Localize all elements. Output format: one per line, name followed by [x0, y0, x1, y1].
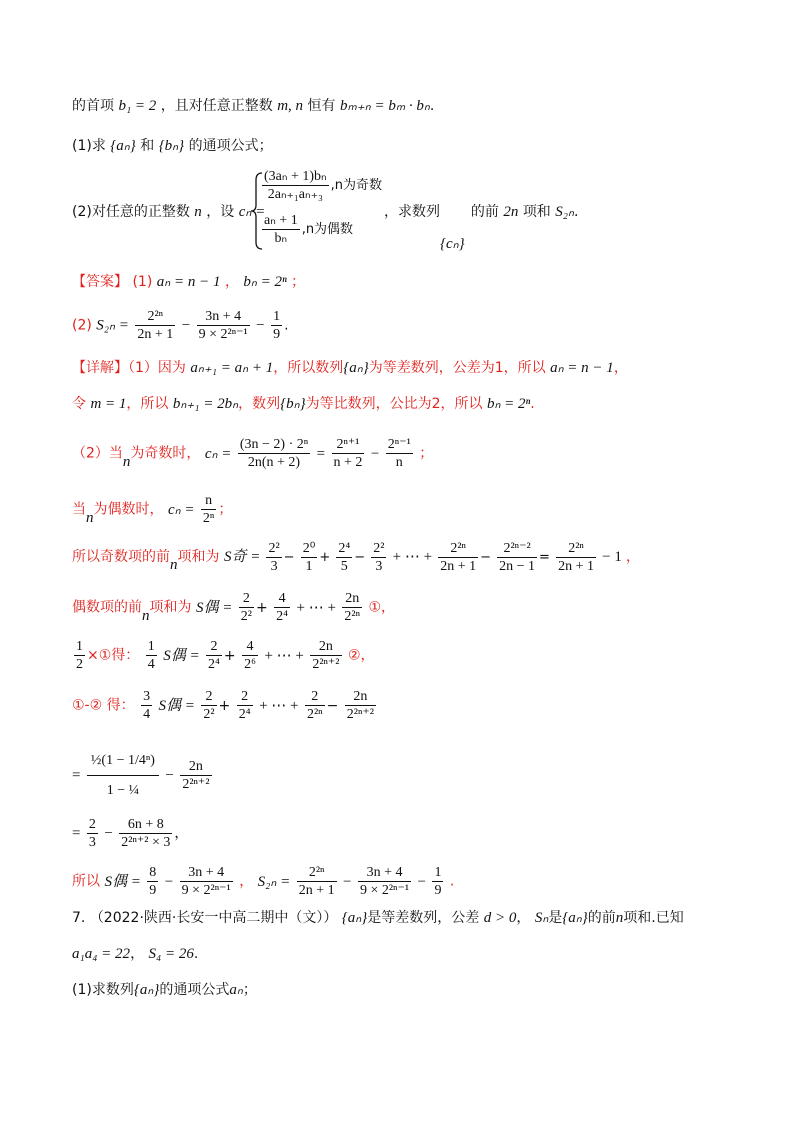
fraction: [201, 492, 216, 527]
text: (1)求: [72, 138, 106, 154]
math: S₄ = 26: [148, 946, 194, 962]
text: 项和.已知: [623, 910, 684, 926]
text: 的首项: [72, 98, 114, 114]
math: −: [343, 873, 352, 890]
fraction: [238, 436, 310, 471]
text: ×①得：: [87, 647, 140, 664]
math: a₁a₄ = 22: [72, 946, 131, 962]
text: 是等差数列，公差: [367, 910, 480, 926]
numerator: 3: [143, 689, 151, 704]
text: （1）因为: [128, 360, 186, 376]
math: S偶 =: [163, 647, 200, 664]
denominator: 2²: [203, 707, 215, 722]
numerator: 2n: [342, 590, 362, 608]
denominator: 2n + 1: [298, 883, 335, 898]
detail-line-1: [72, 358, 628, 378]
math: =: [316, 445, 326, 462]
denominator: 1: [305, 559, 313, 574]
denominator: 2n − 1: [499, 559, 536, 574]
prev-problem-q2-seq: [440, 234, 465, 254]
text: 的通项公式；: [188, 138, 273, 154]
math: −: [370, 445, 380, 462]
math: S偶 =: [104, 873, 141, 890]
piecewise-case-odd: [260, 168, 382, 203]
text: .: [530, 396, 535, 412]
math: −: [256, 317, 265, 334]
math: n: [122, 453, 131, 470]
answer-part2: [72, 308, 289, 343]
math: − 1: [602, 549, 622, 565]
denominator: 2n + 1: [558, 559, 594, 574]
fraction: [358, 864, 411, 899]
text: 的前: [587, 910, 616, 926]
numerator: 1: [147, 639, 155, 654]
numerator: 2²ⁿ: [135, 308, 175, 326]
math: {aₙ}: [343, 360, 369, 376]
denominator: 2²ⁿ⁺²: [182, 777, 210, 792]
math: {aₙ}: [133, 982, 160, 998]
text: 所以奇数项的前: [72, 549, 170, 565]
denominator: 9: [149, 883, 157, 898]
text: ，求数列: [384, 204, 440, 220]
math: aₙ: [229, 982, 243, 998]
math: + ⋯ +: [264, 647, 304, 664]
fraction: [141, 688, 152, 723]
numerator: 2n: [345, 688, 376, 706]
math: + ⋯ +: [296, 599, 336, 616]
math: Sₙ: [534, 910, 549, 926]
math: =: [72, 825, 81, 842]
math: {aₙ}: [341, 910, 368, 926]
fraction: [206, 638, 222, 673]
math: {bₙ}: [280, 396, 306, 412]
text: .: [284, 317, 289, 334]
equation-mark: ②: [347, 647, 361, 664]
denominator: 9 × 2²ⁿ⁻¹: [359, 883, 410, 898]
fraction: [432, 864, 443, 899]
math: S₂ₙ =: [96, 317, 129, 334]
numerator: 2ⁿ⁻¹: [387, 437, 411, 452]
math: S偶 =: [158, 697, 195, 714]
fraction: [237, 688, 253, 723]
denominator: 9 × 2²ⁿ⁻¹: [198, 327, 248, 342]
denominator: 2⁴: [238, 707, 251, 722]
fraction: [180, 758, 211, 793]
math: n: [170, 557, 178, 573]
math: 2n: [503, 204, 519, 220]
next-problem-q1: [72, 980, 257, 1000]
numerator: n: [201, 492, 216, 510]
fraction: [197, 308, 250, 343]
text: 令: [72, 396, 86, 412]
math: aₙ = n − 1: [156, 274, 221, 290]
math: {cₙ}: [440, 236, 465, 252]
fraction: [135, 308, 175, 343]
denominator: 2²ⁿ: [306, 707, 323, 722]
fraction: [239, 590, 254, 625]
denominator: 3: [88, 835, 96, 850]
text: 为等差数列，公差为1，所以: [368, 360, 546, 376]
fraction: [201, 688, 216, 723]
fraction: [274, 590, 290, 625]
denominator: 2⁴: [208, 657, 220, 672]
denominator: 4: [143, 707, 151, 722]
math: {bₙ}: [158, 138, 185, 154]
detail-label: 【详解】: [72, 360, 128, 376]
math: =: [72, 767, 81, 784]
prev-problem-q2: [72, 202, 265, 222]
text: 项和为: [149, 599, 192, 616]
text: ，: [613, 360, 628, 376]
text: 恒有: [307, 98, 336, 114]
fraction: [119, 816, 172, 851]
denominator: 2aₙ₊₁aₙ₊₃: [267, 187, 323, 202]
fraction: [336, 540, 352, 575]
denominator: 2n + 1: [440, 559, 477, 574]
text: ，所以数列: [273, 360, 344, 376]
next-problem-line-2: [72, 944, 198, 964]
text: (1)求数列: [72, 982, 134, 998]
numerator: 1: [273, 309, 281, 324]
text: ，: [360, 647, 375, 664]
math: bₙ₊₁ = 2bₙ: [172, 396, 239, 412]
fraction: [242, 638, 258, 673]
prev-problem-intro: 的首项 b₁ = 2 ，且对任意正整数 m, n 恒有 bₘ₊ₙ = bₘ · bₙ.: [72, 98, 435, 114]
denominator: 2n + 1: [137, 327, 174, 342]
text: ；: [242, 982, 257, 998]
text: .: [573, 204, 579, 220]
denominator: 2²ⁿ⁺²: [312, 657, 340, 672]
denominator: 1 − ¼: [106, 783, 140, 798]
math: cₙ =: [167, 501, 195, 518]
fraction: [438, 540, 478, 575]
prev-problem-q1: [72, 136, 273, 156]
math: aₙ₊₁ = aₙ + 1: [190, 360, 274, 376]
text: 偶数项的前: [72, 599, 142, 616]
numerator: 2⁴: [338, 541, 351, 556]
math: −: [165, 767, 174, 784]
denominator: 2⁶: [244, 657, 256, 672]
math: d > 0: [483, 910, 517, 926]
math: −: [164, 873, 174, 890]
fraction: [345, 688, 376, 723]
numerator: (3n − 2) · 2ⁿ: [239, 437, 309, 452]
numerator: 2n: [180, 758, 211, 776]
fraction: [310, 638, 341, 673]
text: （2）当: [72, 445, 123, 462]
prev-problem-q2-tail: [384, 202, 578, 222]
math: {aₙ}: [110, 138, 136, 154]
math: n: [194, 204, 202, 220]
math: m = 1: [90, 396, 127, 412]
detail-line-5: 所以奇数项的前n项和为 S奇 = $\frac{\text{2²}}{3}$ − $\frac{\text{2⁰}}{1}$ + $\frac{\text{2⁴}}{5}$ − $\frac{\text{2²}}{3}$ + ⋯ + $\frac{\text{2²ⁿ}}{2n + 1}$ − $\frac{\text{2²ⁿ⁻²}}{2n - 1}$ = $\frac{\text{2²ⁿ}}{2n + 1}$ − 1 ，: [72, 541, 640, 574]
fraction: [556, 540, 596, 575]
numerator: 3n + 4: [358, 864, 411, 882]
math: b₁ = 2: [118, 98, 157, 114]
denominator: 4: [147, 657, 155, 672]
numerator: (3aₙ + 1)bₙ: [264, 169, 327, 184]
equation-mark: ①: [368, 599, 382, 616]
denominator: 9 × 2²ⁿ⁻¹: [181, 883, 231, 898]
fraction: [342, 590, 362, 625]
denominator: bₙ: [274, 231, 288, 246]
math: bₘ₊ₙ = bₘ · bₙ: [339, 98, 430, 114]
text: 项和为: [177, 549, 220, 565]
fraction: [146, 638, 157, 673]
text: ；: [419, 445, 434, 462]
fraction: [497, 540, 537, 575]
text: 的通项公式: [159, 982, 230, 998]
numerator: 2²ⁿ⁻²: [497, 540, 537, 558]
denominator: 2²ⁿ⁺² × 3: [121, 835, 171, 850]
fraction: [301, 540, 318, 575]
text: ，且对任意正整数: [160, 98, 273, 114]
fraction: [147, 864, 158, 899]
numerator: 3n + 4: [197, 308, 250, 326]
denominator: 5: [340, 559, 348, 574]
text: ,n为偶数: [301, 222, 354, 237]
fraction: [262, 168, 329, 203]
numerator: 2: [206, 638, 222, 656]
math: bₙ = 2ⁿ: [243, 274, 287, 290]
text: 是: [548, 910, 563, 926]
text: 和: [140, 138, 155, 154]
numerator: 6n + 8: [119, 816, 172, 834]
math: n: [142, 607, 150, 624]
detail-line-4: [72, 492, 232, 527]
denominator: 2²ⁿ⁺²: [346, 707, 374, 722]
denominator: n: [395, 455, 403, 470]
text: 项和: [522, 204, 551, 220]
fraction: [266, 540, 281, 575]
math: S₂ₙ =: [257, 873, 291, 890]
denominator: 9: [434, 883, 442, 898]
denominator: 2²: [240, 609, 252, 624]
text: 所以: [72, 873, 100, 890]
fraction: [371, 540, 386, 575]
math: −: [417, 873, 426, 890]
math: bₙ = 2ⁿ: [486, 396, 531, 412]
next-problem-line-1: [72, 908, 684, 928]
text: ，: [130, 946, 145, 962]
math: + ⋯ +: [259, 697, 299, 714]
text: 的前: [470, 204, 499, 220]
numerator: 1: [434, 865, 442, 880]
detail-line-8: ①-② 得： $\frac{3}{4}$ S偶 = $\frac{2}{\text{2²}}$ + $\frac{2}{\text{2⁴}}$ + ⋯ + $\frac{2}{\text{2²ⁿ}}$ − $\frac{2n}{\text{2²ⁿ⁺²}}$: [72, 689, 374, 722]
math: S偶 =: [195, 599, 233, 616]
detail-line-11: [72, 864, 454, 899]
numerator: 2²ⁿ: [556, 540, 596, 558]
numerator: 4: [274, 590, 290, 608]
denominator: 2²ⁿ: [344, 609, 360, 624]
text: ，: [625, 549, 640, 565]
math: S奇 =: [223, 549, 261, 565]
fraction: [74, 638, 85, 673]
fraction: [386, 436, 413, 471]
numerator: ½(1 − 1/4ⁿ): [87, 746, 159, 776]
text: ，: [516, 910, 531, 926]
numerator: 2n: [310, 638, 341, 656]
text: ，所以: [126, 396, 169, 412]
problem-source: （2022·陕西·长安一中高二期中（文））: [89, 910, 338, 926]
text: 为偶数时，: [93, 501, 164, 518]
math: −: [181, 317, 191, 334]
numerator: 2: [88, 817, 96, 832]
math: cₙ =: [238, 204, 266, 220]
text: ；: [218, 501, 233, 518]
text: 为等比数列，公比为2，所以: [305, 396, 483, 412]
text: 当: [72, 501, 86, 518]
math: m, n: [277, 98, 304, 114]
detail-line-3: [72, 436, 433, 471]
math: −: [104, 825, 113, 842]
numerator: 2: [201, 688, 216, 706]
numerator: 1: [76, 639, 83, 654]
numerator: 2²: [268, 541, 280, 556]
fraction: [87, 816, 98, 851]
detail-line-7: $\frac{1}{2}$ ×①得： $\frac{1}{4}$ S偶 = $\frac{2}{\text{2⁴}}$ + $\frac{4}{\text{2⁶}}$ + ⋯ + $\frac{2n}{\text{2²ⁿ⁺²}}$ ②，: [76, 639, 375, 672]
math: + ⋯ +: [392, 549, 433, 565]
text: ，: [224, 274, 239, 290]
numerator: 2: [239, 590, 254, 608]
text: ；: [291, 274, 306, 290]
numerator: 2: [305, 688, 325, 706]
text: ，数列: [238, 396, 281, 412]
math: cₙ =: [204, 445, 232, 462]
denominator: 3: [375, 559, 383, 574]
fraction: [180, 864, 233, 899]
denominator: 2⁴: [276, 609, 289, 624]
text: 为奇数时，: [130, 445, 201, 462]
fraction: [262, 212, 300, 247]
denominator: 2: [76, 657, 83, 672]
numerator: 4: [242, 638, 258, 656]
text: ，: [381, 599, 396, 616]
detail-line-9: [72, 746, 214, 805]
fraction: [297, 864, 337, 899]
math: n: [615, 910, 624, 926]
numerator: 2²: [373, 541, 385, 556]
math: {aₙ}: [562, 910, 588, 926]
math: n: [86, 509, 94, 526]
denominator: 9: [273, 327, 281, 342]
detail-line-6: 偶数项的前n项和为 S偶 = $\frac{2}{\text{2²}}$ + $\frac{4}{\text{2⁴}}$ + ⋯ + $\frac{2n}{\text{2²ⁿ}}$ ①，: [72, 591, 396, 624]
piecewise-case-even: [260, 212, 353, 247]
fraction: [305, 688, 325, 723]
text: (2)对任意的正整数: [72, 204, 190, 220]
numerator: 2²ⁿ: [297, 864, 337, 882]
text: ①-② 得：: [72, 697, 135, 714]
text: ，设: [206, 204, 235, 220]
numerator: 3n + 4: [180, 864, 233, 882]
numerator: 2²ⁿ: [438, 540, 478, 558]
numerator: 2: [237, 688, 253, 706]
problem-number: 7.: [72, 910, 86, 926]
answer-label: 【答案】: [72, 274, 128, 290]
detail-line-10: [72, 816, 188, 851]
answer-part1: [72, 272, 305, 292]
fraction: [87, 746, 159, 805]
numerator: aₙ + 1: [264, 213, 298, 228]
denominator: 2ⁿ: [202, 511, 215, 526]
fraction: [271, 308, 282, 343]
text: .: [193, 946, 199, 962]
fraction: [332, 436, 365, 471]
text: (2): [72, 317, 92, 334]
detail-line-2: [72, 394, 535, 414]
text: ，: [174, 825, 189, 842]
text: (1): [132, 274, 153, 290]
numerator: 2⁰: [302, 541, 316, 556]
math: aₙ = n − 1: [550, 360, 614, 376]
text: .: [449, 873, 455, 890]
denominator: 3: [270, 559, 278, 574]
math: S₂ₙ: [555, 204, 574, 220]
denominator: 2n(n + 2): [247, 455, 301, 470]
numerator: 2ⁿ⁺¹: [332, 436, 365, 454]
text: ,n为奇数: [330, 178, 382, 193]
numerator: 8: [149, 865, 157, 880]
text: ，: [239, 873, 254, 890]
denominator: n + 2: [333, 455, 363, 470]
